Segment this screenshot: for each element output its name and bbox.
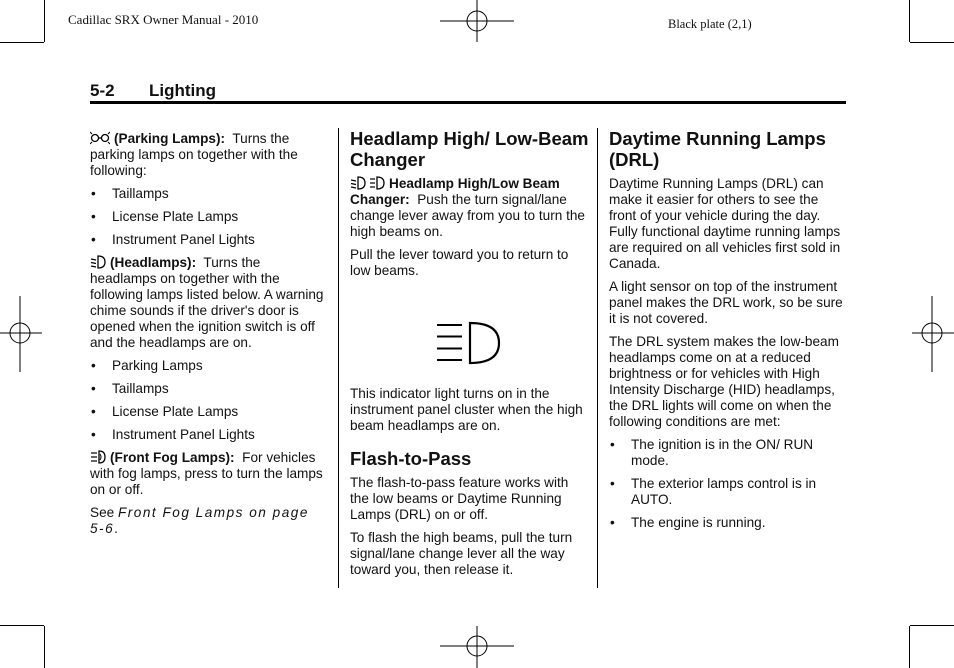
see-suffix: . — [114, 521, 118, 536]
registration-mark-icon — [440, 626, 516, 668]
list-item: • The ignition is in the ON/ RUN mode. — [609, 437, 849, 469]
front-fog-reference-link[interactable]: Front Fog Lamps on page 5-6 — [90, 505, 309, 536]
list-item: • License Plate Lamps — [90, 209, 326, 225]
headlamps-label: (Headlamps): — [110, 255, 197, 270]
low-beam-paragraph: Pull the lever toward you to return to low beams. — [350, 247, 569, 278]
see-prefix: See — [90, 505, 115, 520]
flash-paragraph-1: The flash-to-pass feature works with the low beams or Daytime Running Lamps (DRL) on or off. — [350, 475, 569, 522]
registration-mark-icon — [440, 0, 516, 44]
headlamps-list — [90, 358, 326, 443]
drl-paragraph-1: Daytime Running Lamps (DRL) can make it easier for others to see the front of your vehicle during the day. Fully functional daytime running lamps are required on all vehicles first sold in Canada. — [609, 176, 841, 271]
list-item: • Taillamps — [90, 186, 326, 202]
parking-lamps-label: (Parking Lamps): — [114, 131, 226, 146]
list-item: • Parking Lamps — [90, 358, 326, 374]
list-item: • The engine is running. — [609, 515, 849, 531]
parking-lamps-paragraph — [90, 131, 326, 179]
headlamps-paragraph — [90, 255, 326, 351]
column-3 — [609, 128, 849, 538]
manual-title: Cadillac SRX Owner Manual - 2010 — [68, 12, 259, 27]
parking-lamps-list — [90, 186, 326, 248]
drl-conditions-list — [609, 437, 849, 531]
plate-label: Black plate (2,1) — [668, 17, 752, 31]
list-item: • Taillamps — [90, 381, 326, 397]
headlamps-text: Turns the headlamps on together with the following lamps listed below. A warning chime sounds if the driver's door is opened when the ignition switch is off and the headlamps are on. — [90, 255, 324, 350]
see-reference — [90, 505, 326, 537]
flash-to-pass-heading: Flash-to-Pass — [350, 448, 472, 469]
list-item: • License Plate Lamps — [90, 404, 326, 420]
column-2 — [350, 128, 590, 585]
headlamp-changer-text: Push the turn signal/lane change lever away from you to turn the high beams on. — [350, 192, 585, 239]
column-1 — [90, 131, 326, 544]
indicator-figure — [350, 286, 590, 386]
registration-mark-icon — [910, 296, 954, 372]
section-title: Lighting — [149, 81, 217, 100]
high-beam-indicator-icon — [436, 320, 502, 366]
high-beam-icon — [369, 176, 385, 190]
list-item: • Instrument Panel Lights — [90, 232, 326, 248]
drl-heading: Daytime Running Lamps (DRL) — [609, 128, 826, 170]
indicator-paragraph: This indicator light turns on in the instrument panel cluster when the high beam headlamps are on. — [350, 386, 583, 433]
list-item: • The exterior lamps control is in AUTO. — [609, 476, 849, 508]
headlamp-changer-heading: Headlamp High/ Low-Beam Changer — [350, 128, 589, 170]
front-fog-text: For vehicles with fog lamps, press to turn the lamps on or off. — [90, 450, 323, 497]
headlamp-changer-paragraph — [350, 176, 590, 240]
column-divider — [338, 128, 339, 588]
section-number: 5-2 — [90, 81, 115, 100]
parking-lamps-icon — [90, 131, 110, 145]
front-fog-lamps-icon — [90, 450, 106, 464]
headlamp-changer-label: Headlamp High/Low Beam Changer: — [350, 176, 560, 207]
headlamps-icon — [90, 255, 106, 269]
low-beam-icon — [350, 176, 366, 190]
column-divider — [597, 128, 598, 588]
front-fog-paragraph — [90, 450, 326, 498]
registration-mark-icon — [0, 296, 44, 372]
front-fog-label: (Front Fog Lamps): — [110, 450, 235, 465]
drl-paragraph-2: A light sensor on top of the instrument panel makes the DRL work, so be sure it is not covered. — [609, 279, 843, 326]
header-rule — [90, 101, 846, 104]
list-item: • Instrument Panel Lights — [90, 427, 326, 443]
flash-paragraph-2: To flash the high beams, pull the turn signal/lane change lever all the way toward you, then release it. — [350, 530, 573, 577]
parking-lamps-text: Turns the parking lamps on together with the following: — [90, 131, 298, 178]
drl-paragraph-3: The DRL system makes the low-beam headlamps come on at a reduced brightness or for vehicles with High Intensity Discharge (HID) headlamps, the DRL lights will come on when the following conditions are met: — [609, 334, 839, 429]
